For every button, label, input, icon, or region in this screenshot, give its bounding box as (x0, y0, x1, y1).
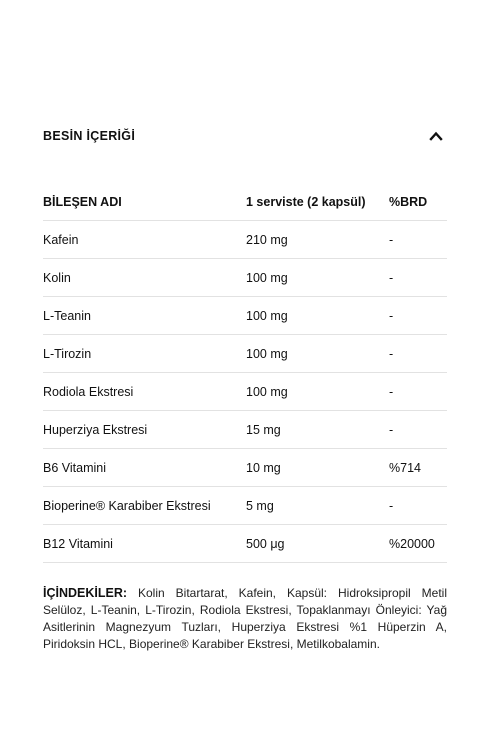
ingredient-name: Bioperine® Karabiber Ekstresi (43, 498, 211, 513)
serving-amount: 5 mg (246, 498, 274, 513)
column-header-rda: %BRD (389, 195, 428, 209)
serving-amount: 100 mg (246, 308, 288, 323)
serving-amount: 100 mg (246, 346, 288, 361)
serving-amount: 100 mg (246, 270, 288, 285)
serving-amount: 10 mg (246, 460, 281, 475)
chevron-up-icon[interactable] (429, 129, 443, 143)
ingredient-name: Huperziya Ekstresi (43, 422, 148, 437)
table-row (43, 259, 447, 297)
table-row (43, 525, 447, 563)
nutrition-section-header[interactable] (43, 118, 447, 154)
ingredient-name: Rodiola Ekstresi (43, 384, 134, 399)
ingredient-name: B12 Vitamini (43, 536, 113, 551)
rda-value: %20000 (389, 536, 435, 551)
nutrition-table (43, 184, 447, 563)
nutrition-panel (43, 118, 447, 653)
rda-value: - (389, 498, 394, 513)
table-row (43, 373, 447, 411)
rda-value: - (389, 270, 394, 285)
ingredients-list: Kolin Bitartarat, Kafein, Kapsül: Hidroksipropil Metil Selüloz, L-Teanin, L-Tirozin, Rodiola Ekstresi, Topaklanmayı Önleyici: Yağ Asitlerinin Magnezyum Tuzları, Huperziya Ekstresi %1 Hüperzin A, Piridoksin HCL, Bioperine® Karabiber Ekstresi, Metilkobalamin. (43, 586, 447, 651)
serving-amount: 100 mg (246, 384, 288, 399)
column-header-per-serving: 1 serviste (2 kapsül) (246, 195, 366, 209)
table-row (43, 487, 447, 525)
table-row (43, 297, 447, 335)
ingredient-name: Kolin (43, 270, 71, 285)
rda-value: - (389, 346, 394, 361)
rda-value: - (389, 384, 394, 399)
serving-amount: 15 mg (246, 422, 281, 437)
section-title: BESİN İÇERİĞİ (43, 129, 136, 143)
ingredient-name: L-Teanin (43, 308, 91, 323)
ingredients-label: İÇİNDEKİLER: (43, 586, 128, 600)
column-header-ingredient: BİLEŞEN ADI (43, 195, 122, 209)
table-row (43, 411, 447, 449)
table-header-row (43, 184, 447, 221)
rda-value: - (389, 232, 394, 247)
rda-value: %714 (389, 460, 421, 475)
table-row (43, 335, 447, 373)
ingredient-name: L-Tirozin (43, 346, 92, 361)
ingredient-name: B6 Vitamini (43, 460, 106, 475)
serving-amount: 210 mg (246, 232, 288, 247)
ingredient-name: Kafein (43, 232, 79, 247)
table-row (43, 221, 447, 259)
serving-amount: 500 μg (246, 536, 285, 551)
ingredients-text (43, 585, 447, 653)
rda-value: - (389, 308, 394, 323)
rda-value: - (389, 422, 394, 437)
table-row (43, 449, 447, 487)
